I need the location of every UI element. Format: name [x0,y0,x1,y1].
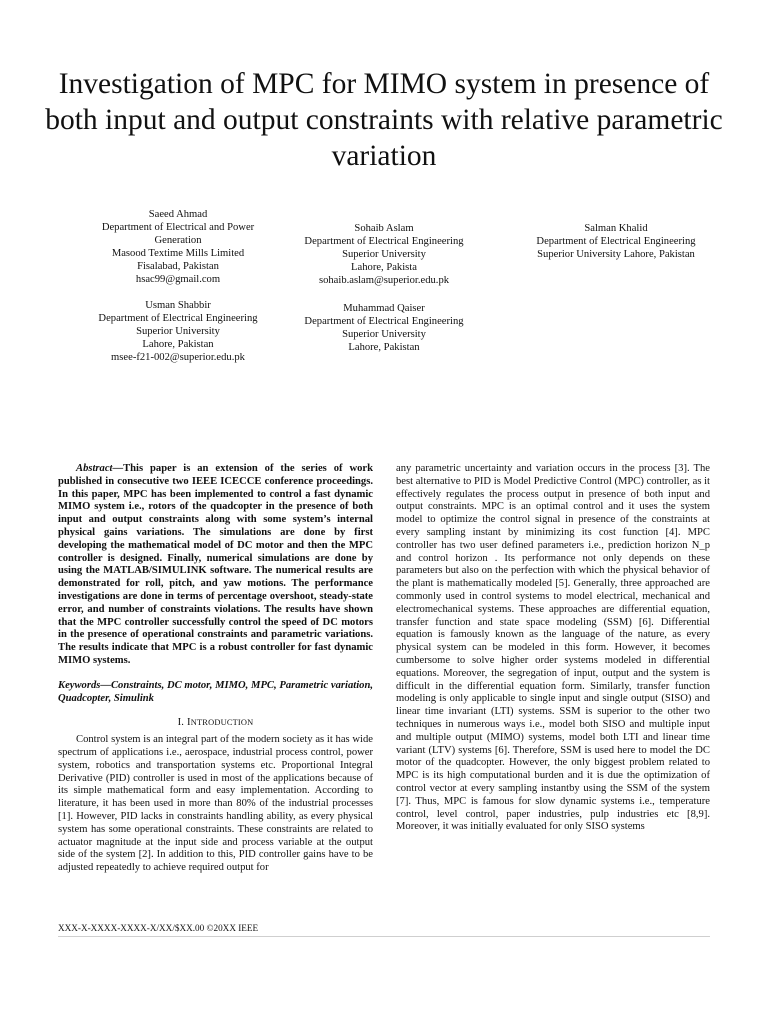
intro-paragraph-continued: any parametric uncertainty and variation occurs in the process [3]. The best alternative to PID is Model Predictive Control (MPC) controller, as it effectively regulates the process output in presence of both input and output constraints. MPC is an optimal control and it uses the system model to optimize the control signal in presence of the constraints at every sampling instant by minimizing its cost function [4]. MPC controller has two user defined parameters i.e., prediction horizon N_p and control horizon . Its performance not only depends on these parameters but also on the perfection with which the physical behavior of the plant is mathematically modeled [5]. Generally, three approached are commonly used in control systems to model electrical, mechanical and electromechanical systems. These approaches are differential equation, transfer function and state space modeling (SSM) [6]. Differential equation is famously known as the language of the nature, as every physical system can be modeled in this form. However, it becomes cumbersome to solve higher order systems modeled in differential equations. Moreover, the segregation of input, output and the system is difficult in the differential equation form. Similarly, transfer function modeling is only applicable to single input and single output (SISO) and linear time invariant (LTI) systems. SSM is superior to the other two techniques in numerous ways i.e., model both SISO and multiple input and multiple output (MIMO) systems, model both LTI and linear time variant (LTV) systems [6]. Therefore, SSM is used here to model the DC motor of the quadcopter. However, the only biggest problem related to MPC is its high computational burden and it is due the optimization of control vector at every sampling instantby using the SSM of the system [7]. Thus, MPC is famous for slow dynamic systems i.e., temperature control, level control, paper industries, pulp industries etc [8,9]. Moreover, it was initially evaluated for only SISO systems [396,463,710,833]
author-name: Sohaib Aslam [354,223,414,234]
author-name: Usman Shabbir [145,300,211,311]
abstract [58,463,373,668]
author-affiliation-line: Generation [154,235,202,246]
section-title-initial: I [187,717,191,729]
author-affiliation-line: Department of Electrical Engineering [98,313,258,324]
author-affiliation-line: Fisalabad, Pakistan [137,261,219,272]
author-name: Muhammad Qaiser [343,303,425,314]
author-affiliation-line: Masood Textime Mills Limited [111,248,245,259]
author-affiliation-line: Department of Electrical Engineering [536,236,696,247]
author-affiliation-line: Superior University Lahore, Pakistan [537,249,695,260]
author-affiliation-line: Lahore, Pakistan [142,339,214,350]
author-affiliation-line: Superior University [136,326,220,337]
author-affiliation-line: Department of Electrical Engineering [304,316,464,327]
author-affiliation-line: Superior University [342,249,426,260]
paper-title: Investigation of MPC for MIMO system in presence of both input and output constraints with relative parametric variation [45,68,723,172]
abstract-lead: Abstract [76,463,113,474]
author-email: msee-f21-002@superior.edu.pk [111,352,245,363]
right-column [396,463,710,834]
author-affiliation-line: Superior University [342,329,426,340]
copyright-footer: XXX-X-XXXX-XXXX-X/XX/$XX.00 ©20XX IEEE [58,923,259,933]
author-block [262,302,506,354]
author-name: Saeed Ahmad [148,209,208,220]
author-block [262,222,506,287]
intro-paragraph: Control system is an integral part of the modern society as it has wide spectrum of applications i.e., aerospace, industrial process control, power system, robotics and transportation systems etc. Proportional Integral Derivative (PID) controller is used in most of the applications because of its simple mathematical form and easy implementation. According to literature, it has been used in more than 80% of the industrial processes [1]. However, PID lacks in constraints handling ability, as every physical system has some operational constraints. These constraints are related to actuator magnitude at the input side and process variable at the output side of the system [2]. In addition to this, PID controller gains have to be adjusted repeatedly to achieve required output for [58,734,373,874]
section-number: I. [177,717,185,729]
author-email: sohaib.aslam@superior.edu.pk [318,275,450,286]
author-affiliation-line: Department of Electrical and Power [101,222,255,233]
author-affiliation-line: Lahore, Pakistan [348,342,420,353]
author-affiliation-line: Lahore, Pakista [351,262,417,273]
author-block [496,222,736,261]
abstract-text: —This paper is an extension of the series of work published in consecutive two IEEE ICECCE conference proceedings. In this paper, MPC has been implemented to control a fast dynamic MIMO system i.e., rotors of the quadcopter in the presence of both input and output constraints along with some system’s internal physical gains variations. The simulations are done by first developing the mathematical model of DC motor and then the MPC controller is designed. Finally, numerical simulations are done by using the MATLAB/SIMULINK software. The numerical results are demonstrated for roll, pitch, and yaw motions. The performance investigations are done in terms of percentage overshoot, steady-state error, and number of constraints violations. The results have shown that the MPC controller successfully control the speed of DC motors in the presence of operational constraints and parametric variations. The results indicate that MPC is a robust controller for fast dynamic MIMO systems. [58,463,373,666]
left-column [58,463,373,875]
footer-divider [58,936,710,937]
author-email: hsac99@gmail.com [135,274,221,285]
section-title-rest: NTRODUCTION [190,718,254,728]
keywords: Keywords—Constraints, DC motor, MIMO, MPC, Parametric variation, Quadcopter, Simulink [58,679,373,704]
author-affiliation-line: Department of Electrical Engineering [304,236,464,247]
author-name: Salman Khalid [584,223,648,234]
section-heading [58,717,373,730]
